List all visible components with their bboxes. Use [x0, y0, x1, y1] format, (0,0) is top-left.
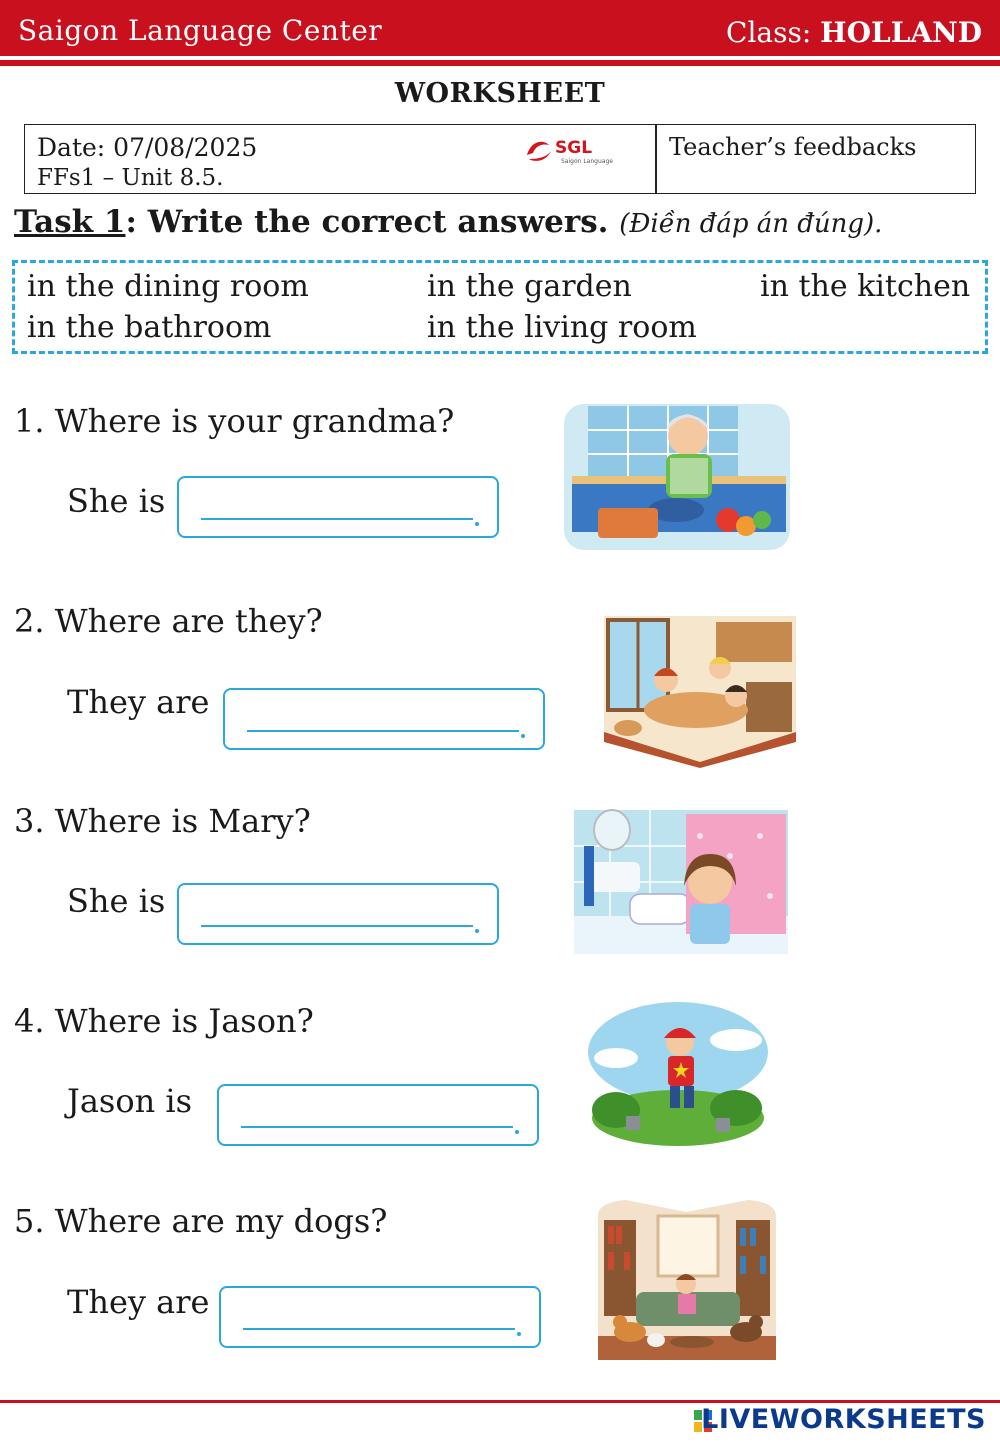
answer-blank-line: [201, 518, 473, 520]
answer-stem-1: She is: [67, 482, 166, 520]
task-heading: [14, 204, 882, 240]
word-bank: [12, 260, 988, 354]
class-label-group: [726, 16, 982, 49]
sgl-logo: [521, 133, 631, 169]
liveworksheets-brand[interactable]: LIVEWORKSHEETS: [701, 1404, 986, 1435]
period-dot: [475, 929, 479, 933]
task-number: Task 1: [14, 204, 126, 240]
class-label: Class:: [726, 16, 812, 49]
period-dot: [521, 734, 525, 738]
answer-blank-line: [201, 925, 473, 927]
living-room-dogs-image: [596, 1196, 778, 1362]
answer-blank-line: [243, 1328, 515, 1330]
answer-blank-line: [241, 1126, 513, 1128]
word-bank-item: in the garden: [427, 269, 632, 304]
question-3: 3. Where is Mary?: [14, 802, 311, 840]
answer-stem-3: She is: [67, 882, 166, 920]
answer-blank-line: [247, 730, 519, 732]
logo-text: SGL: [555, 138, 593, 158]
question-1: 1. Where is your grandma?: [14, 402, 455, 440]
question-2: 2. Where are they?: [14, 602, 323, 640]
teacher-feedback-label: Teacher’s feedbacks: [669, 133, 917, 161]
logo-subtext: Saigon Language: [561, 158, 613, 165]
info-divider: [655, 125, 657, 193]
center-name: Saigon Language Center: [18, 14, 383, 47]
period-dot: [475, 522, 479, 526]
question-4: 4. Where is Jason?: [14, 1002, 314, 1040]
dining-room-children-image: [596, 612, 806, 772]
answer-input-5[interactable]: [219, 1286, 541, 1348]
answer-stem-5: They are: [67, 1283, 210, 1321]
footer-line: [0, 1400, 1000, 1403]
question-5: 5. Where are my dogs?: [14, 1202, 388, 1240]
word-bank-item: in the dining room: [27, 269, 309, 304]
task-translation: (Điền đáp án đúng).: [619, 209, 883, 239]
period-dot: [515, 1130, 519, 1134]
word-bank-item: in the bathroom: [27, 310, 272, 345]
unit-text: FFs1 – Unit 8.5.: [37, 165, 224, 191]
period-dot: [517, 1332, 521, 1336]
header-bar: [0, 0, 1000, 56]
answer-stem-4: Jason is: [67, 1082, 193, 1120]
garden-boy-image: [586, 1000, 770, 1146]
task-instruction: : Write the correct answers.: [125, 204, 609, 240]
answer-input-1[interactable]: [177, 476, 499, 538]
answer-input-2[interactable]: [223, 688, 545, 750]
info-box: [24, 124, 976, 194]
header-underline: [0, 60, 1000, 66]
date-text: Date: 07/08/2025: [37, 133, 258, 162]
page-title: WORKSHEET: [394, 78, 606, 109]
word-bank-item: in the kitchen: [760, 269, 971, 304]
bathroom-girl-image: [570, 806, 792, 958]
kitchen-grandma-image: [558, 400, 796, 555]
answer-input-3[interactable]: [177, 883, 499, 945]
answer-input-4[interactable]: [217, 1084, 539, 1146]
class-name: HOLLAND: [820, 16, 982, 49]
word-bank-item: in the living room: [427, 310, 697, 345]
answer-stem-2: They are: [67, 683, 210, 721]
